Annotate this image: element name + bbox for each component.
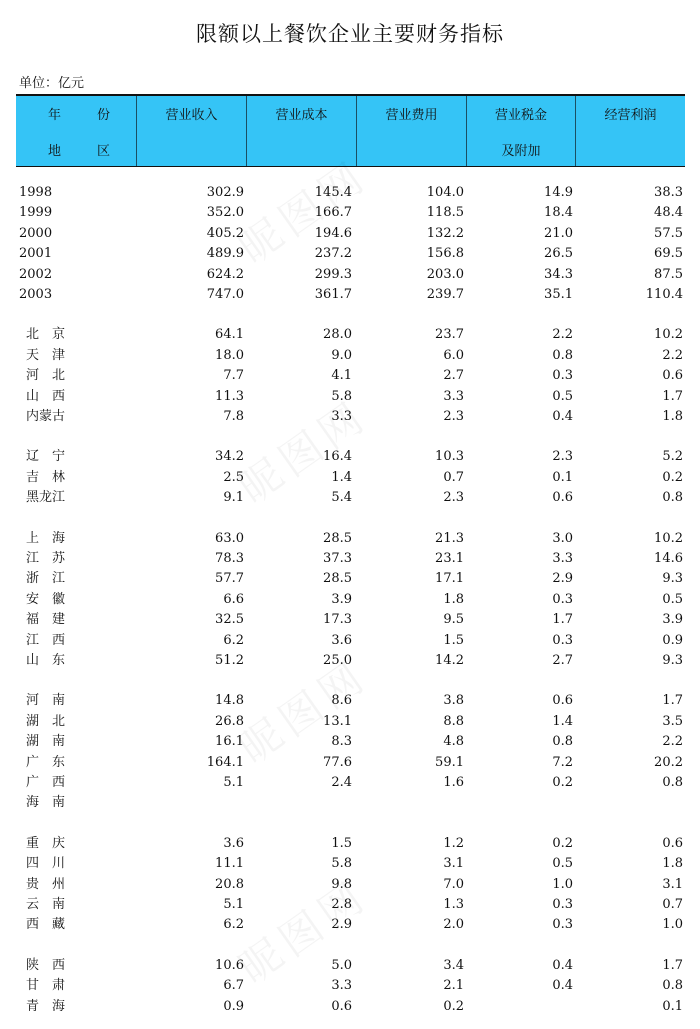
value-cell: 1.2 [443, 835, 464, 851]
region-label: 广 西 [26, 775, 66, 790]
region-row [0, 346, 700, 366]
region-label: 辽 宁 [26, 449, 66, 465]
year-label: 2002 [19, 266, 53, 282]
region-label: 云 南 [26, 897, 66, 912]
value-cell: 3.0 [552, 530, 573, 546]
value-cell: 0.8 [552, 347, 573, 363]
value-cell: 38.3 [654, 185, 683, 200]
value-cell: 21.0 [544, 225, 573, 241]
value-cell: 9.5 [443, 612, 464, 628]
value-cell: 26.5 [544, 246, 573, 262]
region-row [0, 325, 700, 345]
value-cell: 11.1 [215, 856, 244, 872]
value-cell: 8.6 [331, 693, 352, 709]
value-cell: 156.8 [426, 246, 464, 262]
region-row [0, 712, 700, 732]
value-cell: 1.8 [662, 856, 683, 872]
col-header-label: 经营利润 [604, 108, 657, 123]
value-cell: 2.3 [552, 449, 573, 465]
region-row [0, 468, 700, 488]
value-cell: 0.7 [443, 469, 464, 485]
value-cell: 0.5 [662, 591, 683, 607]
value-cell: 110.4 [645, 287, 683, 302]
region-row [0, 956, 700, 976]
value-cell: 3.1 [662, 876, 683, 892]
value-cell: 9.0 [331, 347, 352, 363]
value-cell: 2.7 [443, 368, 464, 384]
col-header-profit [576, 96, 685, 166]
region-row [0, 691, 700, 711]
value-cell: 3.8 [443, 693, 464, 709]
value-cell: 1.7 [662, 957, 683, 973]
value-cell: 10.6 [215, 957, 244, 973]
value-cell: 20.2 [654, 754, 683, 770]
value-cell: 37.3 [323, 551, 352, 566]
region-label: 北 京 [26, 327, 66, 343]
value-cell: 1.7 [552, 612, 573, 628]
value-cell: 18.4 [544, 205, 573, 221]
value-cell: 489.9 [206, 246, 244, 262]
value-cell: 0.7 [662, 897, 683, 912]
region-label: 安 徽 [26, 591, 66, 607]
value-cell: 3.6 [223, 835, 244, 851]
region-row [0, 915, 700, 935]
value-cell: 239.7 [426, 287, 464, 302]
value-cell: 14.6 [654, 551, 683, 566]
value-cell: 2.2 [662, 734, 683, 750]
value-cell: 5.2 [662, 449, 683, 465]
value-cell: 1.0 [552, 876, 573, 892]
col-header-label: 营业费用 [385, 108, 438, 123]
value-cell: 57.5 [654, 225, 683, 241]
year-label: 2001 [19, 246, 53, 262]
value-cell: 16.4 [323, 449, 352, 465]
region-row [0, 753, 700, 773]
value-cell: 104.0 [426, 185, 464, 200]
value-cell: 5.8 [331, 388, 352, 404]
value-cell: 25.0 [323, 653, 352, 668]
value-cell: 5.0 [331, 957, 352, 973]
value-cell: 5.1 [223, 897, 244, 912]
value-cell: 0.3 [552, 591, 573, 607]
region-row [0, 854, 700, 874]
value-cell: 3.5 [662, 713, 683, 729]
col-header-label: 营业成本 [275, 108, 328, 123]
value-cell: 0.2 [552, 835, 573, 851]
value-cell: 166.7 [314, 205, 352, 221]
region-row [0, 590, 700, 610]
region-row [0, 447, 700, 467]
value-cell: 118.5 [426, 205, 464, 221]
value-cell: 1.6 [443, 775, 464, 790]
unit-label: 单位：亿元 [19, 76, 85, 91]
value-cell: 0.6 [552, 693, 573, 709]
year-label: 1998 [19, 185, 53, 200]
value-cell: 35.1 [544, 287, 573, 302]
region-label: 湖 南 [26, 734, 66, 750]
region-row [0, 407, 700, 427]
value-cell: 0.9 [662, 632, 683, 648]
region-label: 西 藏 [26, 917, 66, 933]
value-cell: 2.2 [662, 347, 683, 363]
value-cell: 1.7 [662, 693, 683, 709]
page-title: 限额以上餐饮企业主要财务指标 [196, 22, 504, 46]
col-header-label-2: 及附加 [501, 144, 541, 159]
value-cell: 0.8 [662, 775, 683, 790]
row-head-region-2: 区 [96, 144, 110, 159]
region-row [0, 651, 700, 671]
value-cell: 0.4 [552, 957, 573, 973]
value-cell: 0.4 [552, 978, 573, 994]
value-cell: 3.3 [443, 388, 464, 404]
value-cell: 7.8 [223, 409, 244, 424]
row-head-region-1: 地 [48, 144, 62, 159]
region-label: 天 津 [26, 347, 66, 363]
value-cell: 5.4 [331, 490, 352, 506]
value-cell: 624.2 [206, 266, 244, 282]
value-cell: 64.1 [215, 327, 244, 343]
col-header-label: 营业收入 [165, 108, 218, 123]
value-cell: 34.3 [544, 266, 573, 282]
value-cell: 16.1 [215, 734, 244, 750]
value-cell: 194.6 [314, 225, 352, 241]
value-cell: 34.2 [215, 449, 244, 465]
value-cell: 2.3 [443, 409, 464, 424]
value-cell: 3.9 [662, 612, 683, 628]
value-cell: 747.0 [206, 287, 244, 302]
region-row [0, 529, 700, 549]
value-cell: 1.4 [552, 713, 573, 729]
value-cell: 14.2 [435, 653, 464, 668]
row-head-cell [16, 96, 137, 166]
value-cell: 10.3 [435, 449, 464, 465]
region-label: 陕 西 [26, 957, 66, 973]
region-label: 黑龙江 [26, 490, 66, 506]
year-label: 2003 [19, 287, 53, 302]
value-cell: 7.0 [443, 876, 464, 892]
col-header-revenue [137, 96, 247, 166]
value-cell: 63.0 [215, 530, 244, 546]
value-cell: 57.7 [215, 571, 244, 587]
value-cell: 8.3 [331, 734, 352, 750]
value-cell: 0.6 [552, 490, 573, 506]
year-label: 1999 [19, 205, 53, 221]
region-row [0, 773, 700, 793]
value-cell: 1.7 [662, 388, 683, 404]
value-cell: 203.0 [426, 266, 464, 282]
value-cell: 28.0 [323, 327, 352, 343]
value-cell: 3.3 [331, 978, 352, 994]
region-row [0, 610, 700, 630]
year-row [0, 183, 700, 203]
value-cell: 405.2 [206, 225, 244, 241]
value-cell: 6.0 [443, 347, 464, 363]
value-cell: 28.5 [323, 571, 352, 587]
value-cell: 8.8 [443, 713, 464, 729]
value-cell: 7.7 [223, 368, 244, 384]
value-cell: 2.9 [552, 571, 573, 587]
year-row [0, 224, 700, 244]
value-cell: 5.8 [331, 856, 352, 872]
value-cell: 1.4 [331, 469, 352, 485]
value-cell: 3.3 [331, 409, 352, 424]
region-label: 四 川 [26, 856, 66, 872]
region-label: 山 东 [26, 653, 66, 668]
value-cell: 0.6 [662, 368, 683, 384]
year-row [0, 203, 700, 223]
value-cell: 26.8 [215, 713, 244, 729]
value-cell: 299.3 [314, 266, 352, 282]
value-cell: 9.1 [223, 490, 244, 506]
value-cell: 0.9 [223, 998, 244, 1014]
region-label: 吉 林 [26, 469, 66, 485]
row-head-year-2: 份 [96, 108, 110, 123]
value-cell: 1.8 [662, 409, 683, 424]
value-cell: 10.2 [654, 530, 683, 546]
value-cell: 28.5 [323, 530, 352, 546]
value-cell: 0.4 [552, 409, 573, 424]
value-cell: 164.1 [206, 754, 244, 770]
region-row [0, 834, 700, 854]
region-label: 湖 北 [26, 713, 66, 729]
value-cell: 6.7 [223, 978, 244, 994]
value-cell: 3.4 [443, 957, 464, 973]
value-cell: 59.1 [435, 754, 464, 770]
value-cell: 0.2 [443, 998, 464, 1014]
value-cell: 3.1 [443, 856, 464, 872]
value-cell: 0.5 [552, 388, 573, 404]
col-header-cost [247, 96, 357, 166]
region-label: 甘 肃 [26, 978, 66, 994]
value-cell: 2.2 [552, 327, 573, 343]
value-cell: 0.2 [552, 775, 573, 790]
value-cell: 2.8 [331, 897, 352, 912]
value-cell: 23.7 [435, 327, 464, 343]
region-label: 福 建 [26, 612, 66, 628]
value-cell: 0.6 [662, 835, 683, 851]
value-cell: 23.1 [435, 551, 464, 566]
value-cell: 145.4 [314, 185, 352, 200]
value-cell: 2.0 [443, 917, 464, 933]
value-cell: 0.8 [662, 978, 683, 994]
region-row [0, 875, 700, 895]
row-head-year-1: 年 [48, 108, 62, 123]
value-cell: 1.0 [662, 917, 683, 933]
value-cell: 1.3 [443, 897, 464, 912]
region-label: 内蒙古 [26, 409, 66, 424]
value-cell: 10.2 [654, 327, 683, 343]
value-cell: 21.3 [435, 530, 464, 546]
value-cell: 18.0 [215, 347, 244, 363]
value-cell: 4.1 [331, 368, 352, 384]
value-cell: 9.3 [662, 653, 683, 668]
value-cell: 0.8 [552, 734, 573, 750]
value-cell: 0.3 [552, 368, 573, 384]
value-cell: 361.7 [314, 287, 352, 302]
value-cell: 9.8 [331, 876, 352, 892]
region-row [0, 366, 700, 386]
value-cell: 48.4 [654, 205, 683, 221]
region-label: 河 南 [26, 693, 66, 709]
value-cell: 14.9 [544, 185, 573, 200]
value-cell: 51.2 [215, 653, 244, 668]
value-cell: 78.3 [215, 551, 244, 566]
value-cell: 1.5 [331, 835, 352, 851]
region-row [0, 387, 700, 407]
value-cell: 237.2 [314, 246, 352, 262]
value-cell: 3.3 [552, 551, 573, 566]
value-cell: 6.6 [223, 591, 244, 607]
value-cell: 302.9 [206, 185, 244, 200]
region-row [0, 793, 700, 813]
region-row [0, 976, 700, 996]
region-label: 江 西 [26, 632, 66, 648]
value-cell: 7.2 [552, 754, 573, 770]
value-cell: 14.8 [215, 693, 244, 709]
value-cell: 87.5 [654, 266, 683, 282]
value-cell: 0.3 [552, 632, 573, 648]
value-cell: 0.6 [331, 998, 352, 1014]
region-row [0, 997, 700, 1017]
region-row [0, 488, 700, 508]
value-cell: 13.1 [323, 713, 352, 729]
region-label: 江 苏 [26, 551, 66, 566]
value-cell: 17.3 [323, 612, 352, 628]
value-cell: 0.8 [662, 490, 683, 506]
value-cell: 4.8 [443, 734, 464, 750]
region-label: 上 海 [26, 530, 66, 546]
value-cell: 0.1 [662, 998, 683, 1014]
year-row [0, 265, 700, 285]
value-cell: 0.3 [552, 897, 573, 912]
region-row [0, 732, 700, 752]
year-row [0, 285, 700, 305]
value-cell: 352.0 [206, 205, 244, 221]
value-cell: 132.2 [426, 225, 464, 241]
value-cell: 6.2 [223, 917, 244, 933]
col-header-expense [357, 96, 467, 166]
col-header-tax [467, 96, 576, 166]
value-cell: 69.5 [654, 246, 683, 262]
region-label: 河 北 [26, 368, 66, 384]
col-header-label: 营业税金 [494, 108, 547, 123]
value-cell: 1.5 [443, 632, 464, 648]
value-cell: 32.5 [215, 612, 244, 628]
value-cell: 0.3 [552, 917, 573, 933]
region-row [0, 569, 700, 589]
value-cell: 5.1 [223, 775, 244, 790]
year-label: 2000 [19, 225, 53, 241]
value-cell: 1.8 [443, 591, 464, 607]
region-label: 浙 江 [26, 571, 66, 587]
value-cell: 3.9 [331, 591, 352, 607]
value-cell: 17.1 [435, 571, 464, 587]
value-cell: 2.5 [223, 469, 244, 485]
region-row [0, 549, 700, 569]
region-label: 海 南 [26, 795, 66, 811]
value-cell: 2.4 [331, 775, 352, 790]
region-label: 重 庆 [26, 835, 66, 851]
value-cell: 6.2 [223, 632, 244, 648]
year-row [0, 244, 700, 264]
value-cell: 0.5 [552, 856, 573, 872]
value-cell: 77.6 [323, 754, 352, 770]
value-cell: 0.2 [662, 469, 683, 485]
value-cell: 20.8 [215, 876, 244, 892]
value-cell: 2.3 [443, 490, 464, 506]
value-cell: 9.3 [662, 571, 683, 587]
region-label: 贵 州 [26, 876, 66, 892]
value-cell: 2.9 [331, 917, 352, 933]
value-cell: 0.1 [552, 469, 573, 485]
region-row [0, 895, 700, 915]
region-label: 广 东 [26, 754, 66, 770]
table-header [16, 94, 685, 167]
value-cell: 2.7 [552, 653, 573, 668]
region-label: 青 海 [26, 998, 66, 1014]
region-row [0, 631, 700, 651]
value-cell: 11.3 [215, 388, 244, 404]
value-cell: 2.1 [443, 978, 464, 994]
value-cell: 3.6 [331, 632, 352, 648]
region-label: 山 西 [26, 388, 66, 404]
